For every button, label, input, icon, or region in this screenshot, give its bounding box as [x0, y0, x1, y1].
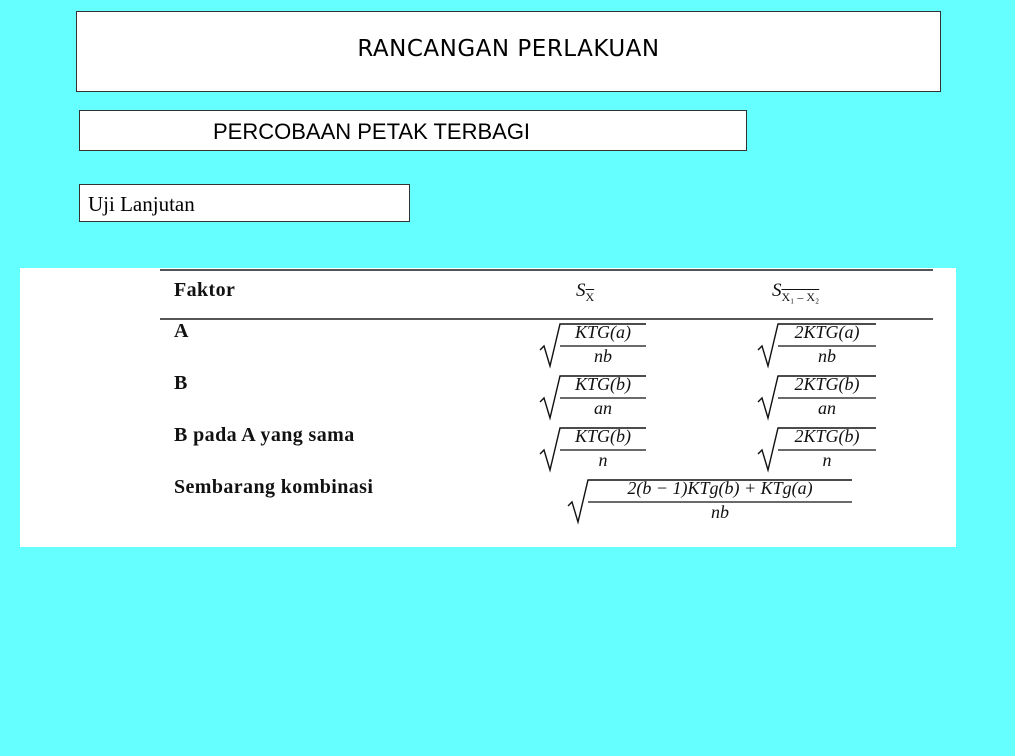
subtitle-box — [79, 110, 747, 151]
row-a-sx-formula — [538, 322, 648, 370]
title-box — [76, 11, 941, 92]
header-sx-subscript: X — [585, 289, 595, 304]
row-ba-faktor: B pada A yang sama — [174, 424, 355, 446]
row-combo-formula — [566, 478, 856, 526]
section-box — [79, 184, 410, 222]
row-b-sx-denominator: an — [594, 398, 612, 418]
row-ba-sdiff-denominator: n — [822, 450, 832, 470]
header-sdiff-symbol: S — [772, 280, 782, 301]
row-b-sdiff-denominator: an — [818, 398, 836, 418]
row-b-sdiff-numerator: 2KTG(b) — [794, 374, 860, 394]
row-ba-sx-numerator: KTG(b) — [574, 426, 631, 446]
slide-subtitle: PERCOBAAN PETAK TERBAGI — [213, 119, 531, 144]
row-b-sx-numerator: KTG(b) — [574, 374, 631, 394]
row-ba-sdiff-numerator: 2KTG(b) — [794, 426, 860, 446]
row-a-faktor: A — [174, 320, 189, 342]
row-ba-sdiff-formula — [756, 426, 878, 474]
header-sx-symbol: S — [576, 280, 586, 301]
formula-table — [20, 268, 956, 547]
section-label: Uji Lanjutan — [88, 192, 195, 216]
table-top-rule — [160, 269, 933, 271]
header-faktor: Faktor — [174, 279, 236, 301]
row-ba-sx-denominator: n — [598, 450, 608, 470]
slide-title: RANCANGAN PERLAKUAN — [357, 36, 660, 62]
row-b-faktor: B — [174, 372, 188, 394]
row-combo-faktor: Sembarang kombinasi — [174, 476, 374, 498]
row-combo-numerator: 2(b − 1)KTg(b) + KTg(a) — [627, 478, 813, 498]
row-a-sdiff-numerator: 2KTG(a) — [794, 322, 860, 342]
row-a-sx-numerator: KTG(a) — [574, 322, 631, 342]
header-sx — [576, 280, 594, 305]
row-a-sx-denominator: nb — [594, 346, 612, 366]
row-a-sdiff-denominator: nb — [818, 346, 836, 366]
header-sdiff — [772, 280, 819, 305]
header-sdiff-subscript: X₁ – X₂ — [781, 289, 820, 304]
row-a-sdiff-formula — [756, 322, 878, 370]
row-b-sdiff-formula — [756, 374, 878, 422]
table-header-rule — [160, 318, 933, 320]
row-b-sx-formula — [538, 374, 648, 422]
row-combo-denominator: nb — [711, 502, 729, 522]
row-ba-sx-formula — [538, 426, 648, 474]
